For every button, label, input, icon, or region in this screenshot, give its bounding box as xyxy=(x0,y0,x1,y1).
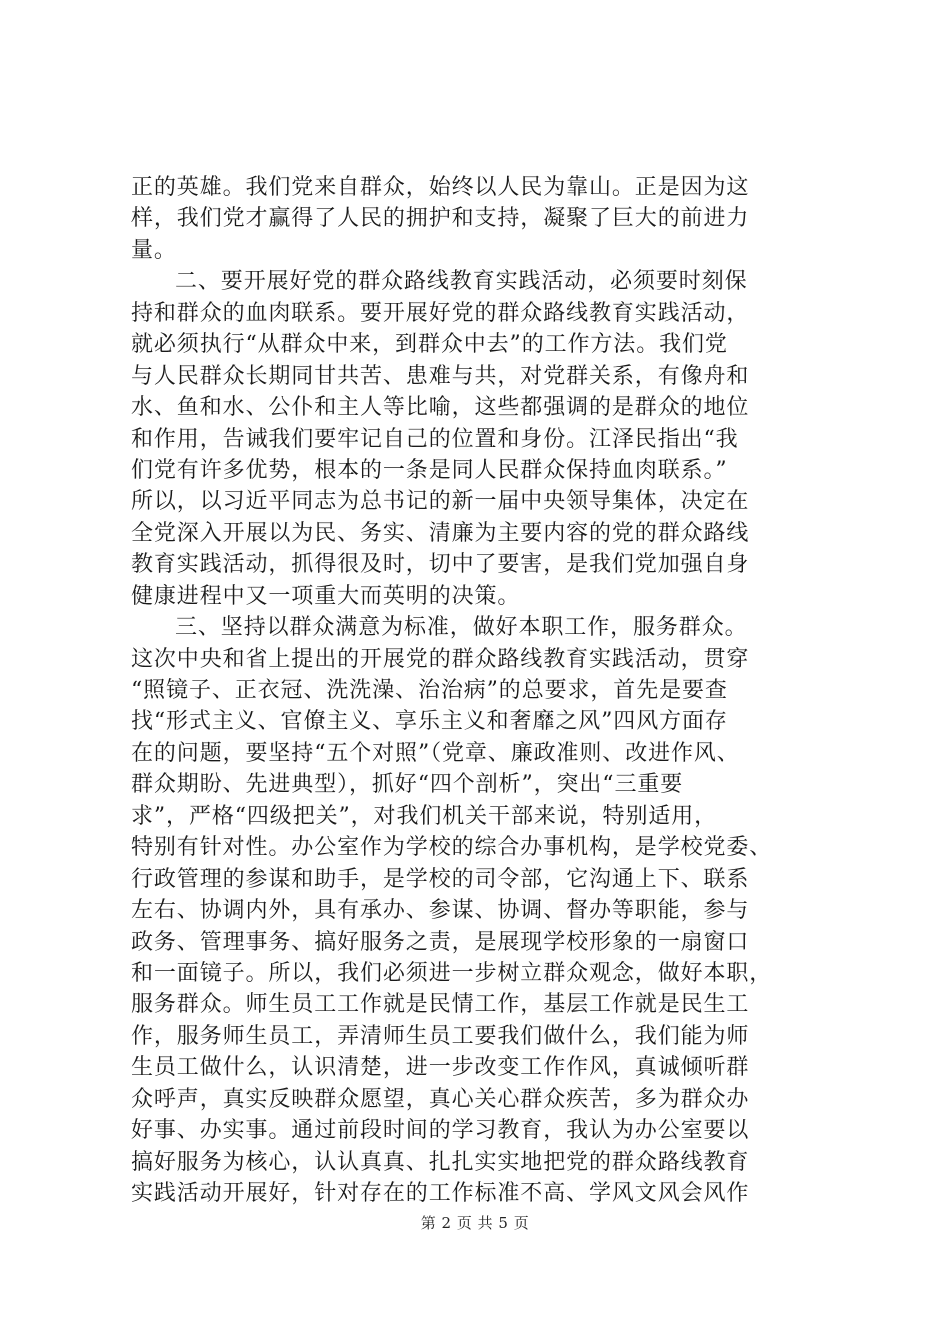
text-line: 就必须执行“从群众中来，到群众中去”的工作方法。我们党 xyxy=(131,332,728,358)
text-line: 群众期盼、先进典型），抓好“四个剖析”，突出“三重要 xyxy=(131,772,684,798)
text-line: 搞好服务为核心，认认真真、扎扎实实地把党的群众路线教育 xyxy=(131,1149,750,1175)
text-line: 实践活动开展好，针对存在的工作标准不高、学风文风会风作 xyxy=(131,1181,750,1206)
text-line: 特别有针对性。办公室作为学校的综合办事机构，是学校党委、 xyxy=(131,835,773,861)
text-line: 健康进程中又一项重大而英明的决策。 xyxy=(131,583,521,609)
text-line: 政务、管理事务、搞好服务之责，是展现学校形象的一扇窗口 xyxy=(131,929,750,955)
text-line: 找“形式主义、官僚主义、享乐主义和奢靡之风”四风方面存 xyxy=(131,709,728,735)
text-line: 服务群众。师生员工工作就是民情工作，基层工作就是民生工 xyxy=(131,992,750,1018)
text-line: 全党深入开展以为民、务实、清廉为主要内容的党的群众路线 xyxy=(131,520,750,546)
text-line: 好事、办实事。通过前段时间的学习教育，我认为办公室要以 xyxy=(131,1118,750,1144)
text-line: “照镜子、正衣冠、洗洗澡、治治病”的总要求，首先是要查 xyxy=(131,678,728,703)
text-line: 们党有许多优势，根本的一条是同人民群众保持血肉联系。” xyxy=(131,457,728,483)
text-line: 量。 xyxy=(131,237,177,263)
text-line: 正的英雄。我们党来自群众，始终以人民为靠山。正是因为这 xyxy=(131,175,750,200)
text-line: 这次中央和省上提出的开展党的群众路线教育实践活动，贯穿 xyxy=(131,646,750,672)
text-line: 众呼声，真实反映群众愿望，真心关心群众疾苦，多为群众办 xyxy=(131,1086,750,1112)
text-line: 持和群众的血肉联系。要开展好党的群众路线教育实践活动， xyxy=(131,300,750,326)
text-line: 样，我们党才赢得了人民的拥护和支持，凝聚了巨大的前进力 xyxy=(131,206,750,232)
text-line: 教育实践活动，抓得很及时，切中了要害，是我们党加强自身 xyxy=(131,552,750,578)
text-line: 所以，以习近平同志为总书记的新一届中央领导集体，决定在 xyxy=(131,489,750,515)
text-line: 和作用，告诫我们要牢记自己的位置和身份。江泽民指出“我 xyxy=(131,426,739,452)
text-line: 水、鱼和水、公仆和主人等比喻，这些都强调的是群众的地位 xyxy=(131,395,750,421)
body-text xyxy=(131,172,836,1209)
page-footer: 第 2 页 共 5 页 xyxy=(420,1214,530,1232)
paragraph-first-line: 三、坚持以群众满意为标准，做好本职工作，服务群众。 xyxy=(175,615,748,641)
text-line: 生员工做什么，认识清楚，进一步改变工作作风，真诚倾听群 xyxy=(131,1055,750,1081)
text-line: 和一面镜子。所以，我们必须进一步树立群众观念，做好本职， xyxy=(131,960,773,986)
text-line: 在的问题，要坚持“五个对照”（党章、廉政准则、改进作风、 xyxy=(131,740,740,766)
text-line: 作，服务师生员工，弄清师生员工要我们做什么，我们能为师 xyxy=(131,1023,750,1049)
text-line: 与人民群众长期同甘共苦、患难与共，对党群关系，有像舟和 xyxy=(131,363,750,389)
text-line: 左右、协调内外，具有承办、参谋、协调、督办等职能，参与 xyxy=(131,898,750,924)
paragraph-first-line: 二、要开展好党的群众路线教育实践活动，必须要时刻保 xyxy=(175,269,748,295)
text-line: 行政管理的参谋和助手，是学校的司令部，它沟通上下、联系 xyxy=(131,866,750,892)
text-line: 求”，严格“四级把关”，对我们机关干部来说，特别适用， xyxy=(131,803,718,829)
